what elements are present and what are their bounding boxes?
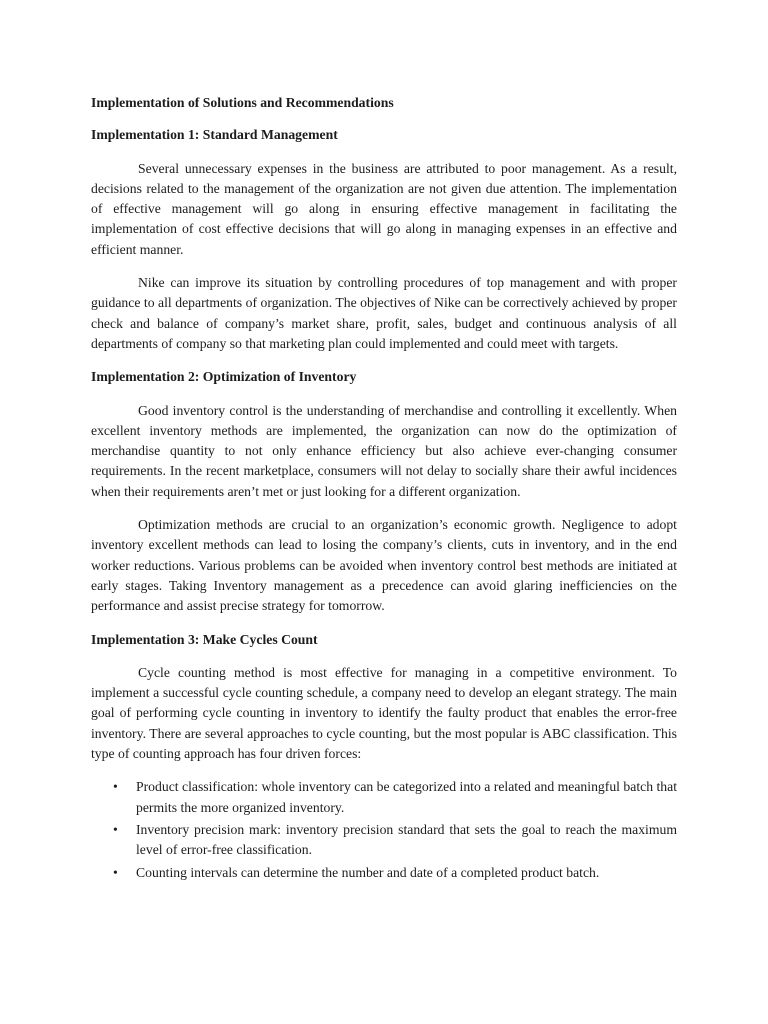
- bullet-icon: •: [113, 779, 118, 795]
- bullet-icon: •: [113, 864, 118, 880]
- list-item: [91, 863, 677, 883]
- section-1-paragraph-1: Several unnecessary expenses in the business are attributed to poor management. As a result, decisions related to the management of the organization are not given due attention. The implementation of effective management will go along in ensuring effective management in facilitating the implementation of cost effective decisions that will go along in managing expenses in an effective and efficient manner.: [91, 160, 677, 257]
- section-2-paragraph-1: Good inventory control is the understanding of merchandise and controlling it excellently. When excellent inventory methods are implemented, the organization can now do the optimization of merchandise quantity to not only enhance efficiency but also achieve ever-changing consumer requirements. In the recent marketplace, consumers will not delay to socially share their awful incidences when their requirements aren’t met or just looking for a different organization.: [91, 402, 677, 499]
- section-2-paragraph-2: Optimization methods are crucial to an organization’s economic growth. Negligence to adopt inventory excellent methods can lead to losing the company’s clients, cuts in inventory, and in the end worker reductions. Various problems can be avoided when inventory control best methods are initiated at early stages. Taking Inventory management as a precedence can avoid glaring inefficiencies on the performance and assist precise strategy for tomorrow.: [91, 517, 677, 614]
- section-3-paragraph-1: Cycle counting method is most effective for managing in a competitive environment. To implement a successful cycle counting schedule, a company need to develop an elegant strategy. The main goal of performing cycle counting in inventory to identify the faulty product that enables the error-free inventory. There are several approaches to cycle counting, but the most popular is ABC classification. This type of counting approach has four driven forces:: [91, 664, 677, 762]
- section-heading-1: Implementation 1: Standard Management: [91, 127, 338, 143]
- section-heading-3: Implementation 3: Make Cycles Count: [91, 631, 318, 647]
- list-item-text: Counting intervals can determine the number and date of a completed product batch.: [136, 864, 600, 880]
- list-item-text: Product classification: whole inventory can be categorized into a related and meaningful batch that permits the more organized inventory.: [136, 779, 677, 815]
- list-item-text: Inventory precision mark: inventory precision standard that sets the goal to reach the maximum level of error-free classification.: [136, 821, 677, 858]
- document-page: [91, 93, 677, 885]
- list-item: [91, 777, 677, 818]
- list-item: [91, 820, 677, 861]
- document-title: Implementation of Solutions and Recommendations: [91, 95, 394, 110]
- section-1-paragraph-2: Nike can improve its situation by controlling procedures of top management and with proper guidance to all departments of organization. The objectives of Nike can be correctively achieved by proper check and balance of company’s market share, profit, sales, budget and continuous analysis of all departments of company so that marketing plan could implemented and could meet with targets.: [91, 275, 677, 351]
- section-heading-2: Implementation 2: Optimization of Inventory: [91, 369, 357, 385]
- cycle-counting-bullet-list: [91, 777, 677, 882]
- bullet-icon: •: [113, 821, 118, 837]
